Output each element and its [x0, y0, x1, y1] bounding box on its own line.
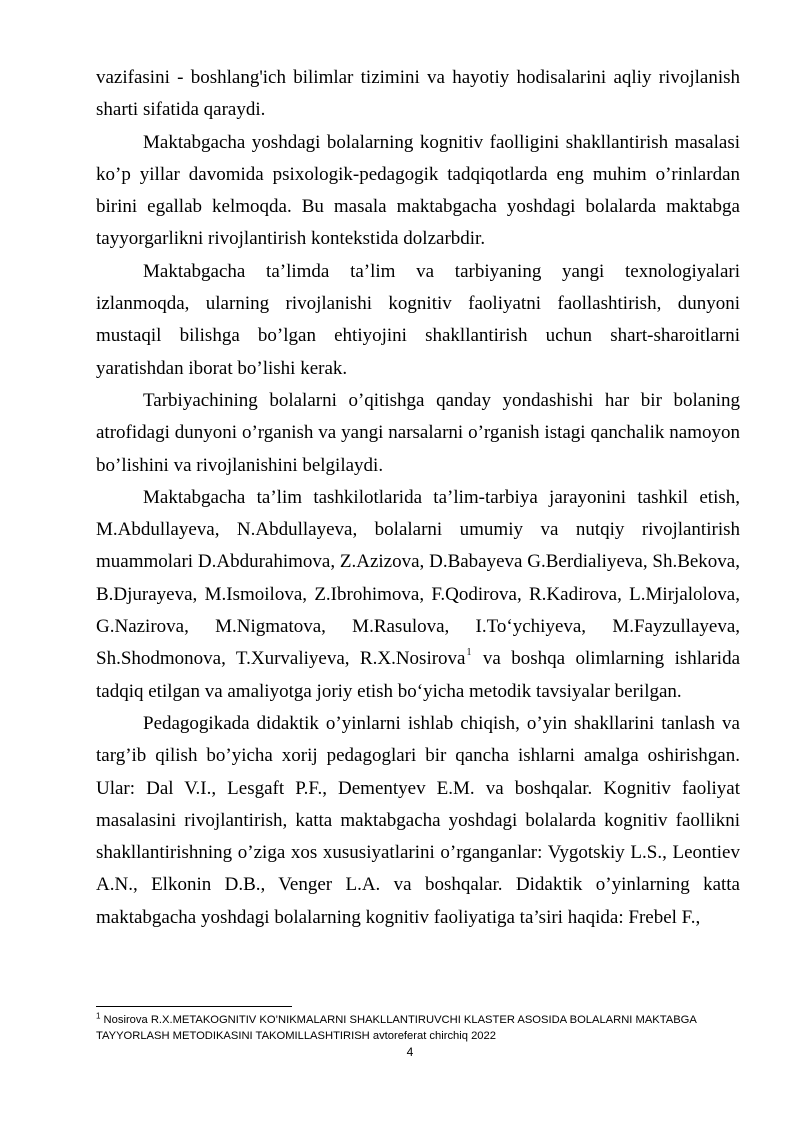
- paragraph-didactic-games: Pedagogikada didaktik o’yinlarni ishlab chiqish, o’yin shakllarini tanlash va targ’ib qilish bo’yicha xorij pedagoglari bir qancha ishlarni amalga oshirishgan. Ular: Dal V.I., Lesgaft P.F., Dementyev E.M. va boshqalar. Kognitiv faoliyat masalasini rivojlantirish, katta maktabgacha yoshdagi bolalarda kognitiv faollikni shakllantirishning o’ziga xos xususiyatlarini o’rganganlar: Vygotskiy L.S., Leontiev A.N., Elkonin D.B., Venger L.A. va boshqalar. Didaktik o’yinlarning katta maktabgacha yoshdagi bolalarning kognitiv faoliyatiga ta’siri haqida: Frebel F.,: [96, 712, 740, 928]
- paragraph-cognitive-activity: Maktabgacha yoshdagi bolalarning kognitiv faolligini shakllantirish masalasi ko’p yillar davomida psixologik-pedagogik tadqiqotlarda eng muhim o’rinlardan birini egallab kelmoqda. Bu masala maktabgacha yoshdagi bolalarda maktabga tayyorgarlikni rivojlantirish kontekstida dolzarbdir.: [96, 131, 740, 250]
- paragraph-new-technologies: Maktabgacha ta’limda ta’lim va tarbiyaning yangi texnologiyalari izlanmoqda, ularning rivojlanishi kognitiv faoliyatni faollashtirish, dunyoni mustaqil bilishga bo’lgan ehtiyojini shakllantirish uchun shart-sharoitlarni yaratishdan iborat bo’lishi kerak.: [96, 260, 740, 379]
- paragraph-continuation: vazifasini - boshlang'ich bilimlar tizimini va hayotiy hodisalarini aqliy rivojlanish sharti sifatida qaraydi.: [96, 67, 740, 121]
- body-text: [96, 62, 740, 934]
- footnote-reference[interactable]: 1: [466, 647, 472, 659]
- page-number: 4: [406, 1045, 414, 1059]
- paragraph-researchers: [96, 482, 740, 708]
- footnote-separator: [96, 1006, 292, 1007]
- researchers-text-end: va boshqa olimlarning ishlarida tadqiq etilgan va amaliyotga joriy etish bo‘yicha metodik tavsiyalar berilgan.: [96, 648, 741, 702]
- footnote-marker: 1: [96, 1011, 101, 1021]
- footnote: [96, 1012, 746, 1044]
- footnote-text: Nosirova R.X.METAKOGNITIV KO’NIKMALARNI SHAKLLANTIRUVCHI KLASTER ASOSIDA BOLALARNI MAKTABGA TAYYORLASH METODIKASINI TAKOMILLASHTIRISH avtoreferat chirchiq 2022: [96, 1014, 697, 1042]
- researchers-text: Maktabgacha ta’lim tashkilotlarida ta’lim-tarbiya jarayonini tashkil etish, M.Abdullayeva, N.Abdullayeva, bolalarni umumiy va nutqiy rivojlantirish muammolari D.Abdurahimova, Z.Azizova, D.Babayeva G.Berdialiyeva, Sh.Bekova, B.Djurayeva, M.Ismoilova, Z.Ibrohimova, F.Qodirova, R.Kadirova, L.Mirjalolova, G.Nazirova, M.Nigmatova, M.Rasulova, I.To‘ychiyeva, M.Fayzullayeva, Sh.Shodmonova, T.Xurvaliyeva, R.X.Nosirova: [96, 486, 740, 670]
- paragraph-educator-approach: Tarbiyachining bolalarni o’qitishga qanday yondashishi har bir bolaning atrofidagi dunyoni o’rganish va yangi narsalarni o’rganish istagi qanchalik namoyon bo’lishini va rivojlanishini belgilaydi.: [96, 389, 740, 476]
